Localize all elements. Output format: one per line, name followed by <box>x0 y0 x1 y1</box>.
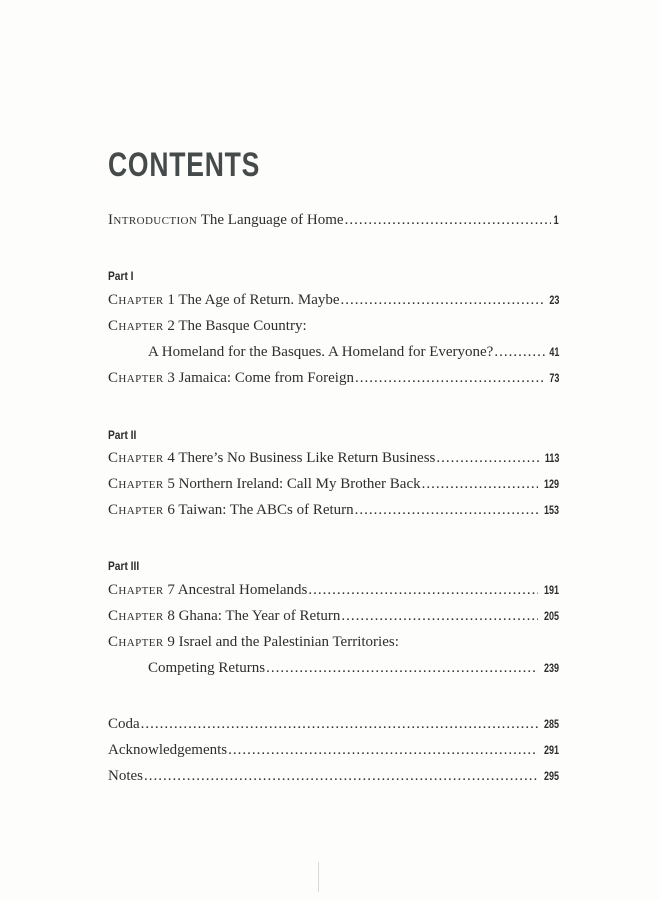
toc-entry-chapter-5[interactable] <box>108 476 559 493</box>
entry-title: Ancestral Homelands <box>177 582 308 598</box>
chapter-word: Chapter <box>108 476 164 492</box>
toc-entry-chapter-6[interactable] <box>108 502 559 519</box>
dot-leader <box>266 660 538 677</box>
scan-mark <box>318 862 319 892</box>
chapter-word: Chapter <box>108 370 164 386</box>
chapter-number: 9 <box>167 634 175 650</box>
dot-leader <box>308 582 538 599</box>
entry-title: Coda <box>108 716 140 732</box>
chapter-word: Chapter <box>108 450 164 466</box>
chapter-word: Chapter <box>108 634 164 650</box>
chapter-number: 1 <box>167 292 175 308</box>
toc-entry-chapter-4[interactable] <box>108 450 559 467</box>
page-number: 205 <box>543 609 559 623</box>
chapter-number: 8 <box>167 608 175 624</box>
entry-title: There’s No Business Like Return Business <box>178 450 436 466</box>
toc-entry-chapter-2[interactable] <box>108 318 559 335</box>
toc-entry-introduction[interactable] <box>108 212 559 229</box>
toc-entry-chapter-9-continuation[interactable] <box>148 660 559 677</box>
dot-leader <box>355 370 545 387</box>
page-number: 129 <box>543 477 559 491</box>
chapter-number: 6 <box>167 502 175 518</box>
chapter-word: Chapter <box>108 292 164 308</box>
toc-entry-chapter-7[interactable] <box>108 582 559 599</box>
chapter-number: 3 <box>167 370 175 386</box>
toc-entry-chapter-1[interactable] <box>108 292 559 309</box>
dot-leader <box>436 450 538 467</box>
chapter-number: 7 <box>167 582 175 598</box>
entry-title: Taiwan: The ABCs of Return <box>178 502 354 518</box>
page-number: 153 <box>543 503 559 517</box>
toc-entry-chapter-9[interactable] <box>108 634 559 651</box>
dot-leader <box>341 292 545 309</box>
toc-entry-chapter-3[interactable] <box>108 370 559 387</box>
toc-entry-chapter-8[interactable] <box>108 608 559 625</box>
chapter-word: Chapter <box>108 582 164 598</box>
entry-title: The Age of Return. Maybe <box>178 292 340 308</box>
dot-leader <box>341 608 538 625</box>
entry-label-word: Introduction <box>108 212 198 228</box>
entry-title: Acknowledgements <box>108 742 228 758</box>
page-number: 113 <box>544 451 559 465</box>
entry-title: Ghana: The Year of Return <box>178 608 341 624</box>
entry-title-continuation: Competing Returns <box>148 660 266 676</box>
dot-leader <box>141 716 538 733</box>
dot-leader <box>228 742 538 759</box>
entry-title: The Basque Country: <box>178 318 307 334</box>
page-number: 191 <box>543 583 559 597</box>
entry-title: Jamaica: Come from Foreign <box>178 370 354 386</box>
page-number: 295 <box>543 769 559 783</box>
page-number: 1 <box>553 213 559 227</box>
chapter-word: Chapter <box>108 502 164 518</box>
entry-title: Notes <box>108 768 143 784</box>
part-heading: Part II <box>108 428 137 442</box>
chapter-number: 2 <box>167 318 175 334</box>
entry-title: The Language of Home <box>200 212 344 228</box>
part-heading: Part I <box>108 269 134 283</box>
dot-leader <box>144 768 538 785</box>
page-number: 285 <box>543 717 559 731</box>
page-number: 73 <box>548 371 559 385</box>
dot-leader <box>345 212 552 229</box>
toc-entry-coda[interactable] <box>108 716 559 733</box>
dot-leader <box>355 502 538 519</box>
page-number: 239 <box>543 661 559 675</box>
dot-leader <box>422 476 538 493</box>
chapter-word: Chapter <box>108 608 164 624</box>
toc-entry-notes[interactable] <box>108 768 559 785</box>
toc-entry-acknowledgements[interactable] <box>108 742 559 759</box>
part-heading: Part III <box>108 559 140 573</box>
toc-entry-chapter-2-continuation[interactable] <box>148 344 559 361</box>
page-title: CONTENTS <box>108 146 261 184</box>
chapter-number: 4 <box>167 450 175 466</box>
page-number: 23 <box>548 293 559 307</box>
dot-leader <box>494 344 544 361</box>
page-number: 41 <box>548 345 559 359</box>
chapter-word: Chapter <box>108 318 164 334</box>
chapter-number: 5 <box>167 476 175 492</box>
page-number: 291 <box>543 743 559 757</box>
entry-title: Israel and the Palestinian Territories: <box>178 634 399 650</box>
entry-title: Northern Ireland: Call My Brother Back <box>178 476 421 492</box>
entry-title-continuation: A Homeland for the Basques. A Homeland for Everyone? <box>148 344 494 360</box>
